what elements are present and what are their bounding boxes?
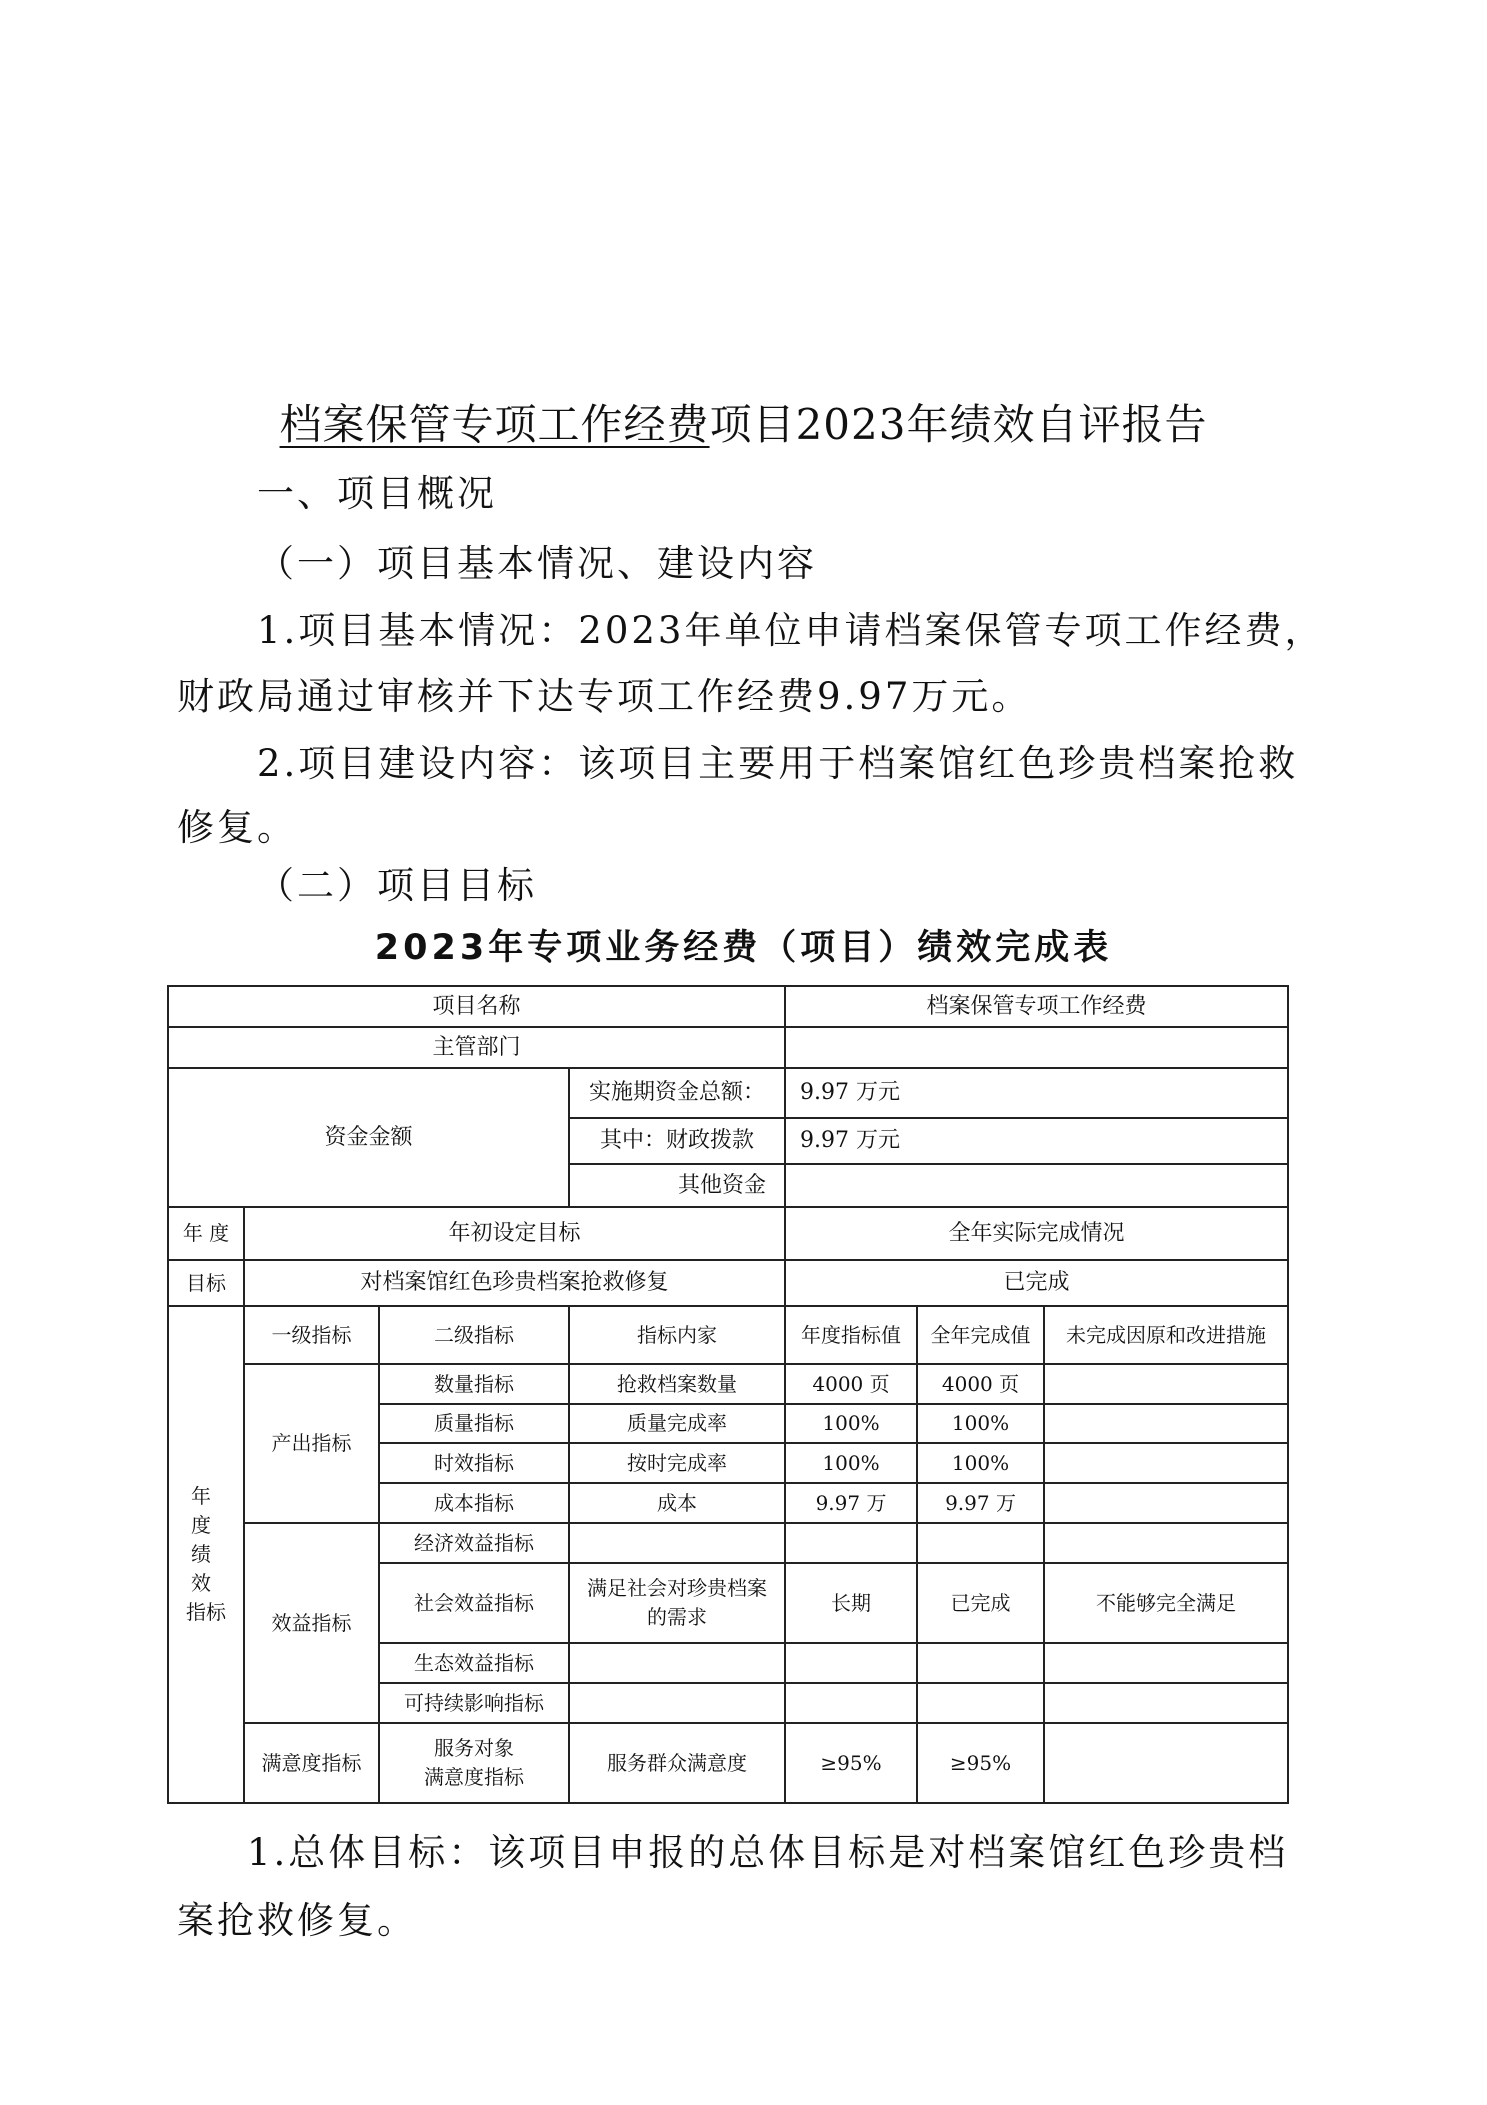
table-row [168,1027,1288,1068]
ecological-target [785,1643,917,1683]
ecological-content [569,1643,785,1683]
sustainable-indicator: 可持续影响指标 [379,1683,569,1723]
project-name-label: 项目名称 [168,986,785,1027]
economic-target [785,1523,917,1563]
timeliness-target: 100% [785,1443,917,1483]
satisfaction-name-line1: 服务对象 [434,1736,514,1760]
quantity-content: 抢救档案数量 [569,1364,785,1404]
subsection-basic-info: （一）项目基本情况、建设内容 [257,542,817,585]
para-basic-info-line2: 财政局通过审核并下达专项工作经费9.97万元。 [177,675,1032,718]
satisfaction-indicator [379,1723,569,1803]
quality-note [1044,1404,1288,1443]
satisfaction-target: ≥95% [785,1723,917,1803]
cost-note [1044,1483,1288,1523]
quality-indicator: 质量指标 [379,1404,569,1443]
performance-indicator-label [168,1306,244,1803]
table-row [168,1523,1288,1563]
social-actual: 已完成 [917,1563,1044,1643]
social-note: 不能够完全满足 [1044,1563,1288,1643]
social-content [569,1563,785,1643]
perf-label-line1: 年 度 [191,1484,221,1537]
timeliness-content: 按时完成率 [569,1443,785,1483]
table-row [168,1260,1288,1306]
total-funds-label: 实施期资金总额： [569,1068,785,1118]
fiscal-funds-label: 其中：财政拨款 [569,1118,785,1164]
economic-content [569,1523,785,1563]
satisfaction-content: 服务群众满意度 [569,1723,785,1803]
para-basic-info-line1: 1.项目基本情况：2023年单位申请档案保管专项工作经费， [257,609,1325,652]
timeliness-actual: 100% [917,1443,1044,1483]
quality-content: 质量完成率 [569,1404,785,1443]
section-heading-overview: 一、项目概况 [257,472,497,515]
ecological-note [1044,1643,1288,1683]
social-content-line1: 满足社会对珍贵档案 [587,1576,767,1600]
table-row [168,1306,1288,1364]
header-notes: 未完成因原和改进措施 [1044,1306,1288,1364]
cost-target: 9.97 万 [785,1483,917,1523]
satisfaction-name-line2: 满意度指标 [424,1765,524,1789]
quantity-indicator: 数量指标 [379,1364,569,1404]
header-content: 指标内家 [569,1306,785,1364]
quality-target: 100% [785,1404,917,1443]
header-target: 年度指标值 [785,1306,917,1364]
subsection-goals: （二）项目目标 [257,864,537,907]
para-overall-goal-line2: 案抢救修复。 [177,1899,417,1942]
dept-value [785,1027,1288,1068]
quantity-actual: 4000 页 [917,1364,1044,1404]
quality-actual: 100% [917,1404,1044,1443]
ecological-indicator: 生态效益指标 [379,1643,569,1683]
social-target: 长期 [785,1563,917,1643]
para-overall-goal-line1: 1.总体目标：该项目申报的总体目标是对档案馆红色珍贵档 [247,1831,1289,1874]
para-construction-line2: 修复。 [177,806,297,849]
header-level1: 一级指标 [244,1306,379,1364]
actual-completion-value: 已完成 [785,1260,1288,1306]
table-row [168,1207,1288,1260]
table-row [168,1364,1288,1404]
actual-completion-header: 全年实际完成情况 [785,1207,1288,1260]
dept-label: 主管部门 [168,1027,785,1068]
sustainable-note [1044,1683,1288,1723]
annual-goal-label-top: 年 度 [168,1207,244,1260]
economic-indicator: 经济效益指标 [379,1523,569,1563]
social-indicator: 社会效益指标 [379,1563,569,1643]
ecological-actual [917,1643,1044,1683]
fiscal-funds-value: 9.97 万元 [785,1118,1288,1164]
header-actual: 全年完成值 [917,1306,1044,1364]
perf-label-line3: 指标 [186,1600,226,1624]
para-construction-line1: 2.项目建设内容：该项目主要用于档案馆红色珍贵档案抢救 [257,742,1299,785]
perf-label-line2: 绩 效 [191,1542,221,1595]
satisfaction-indicator-label: 满意度指标 [244,1723,379,1803]
table-title: 2023年专项业务经费（项目）绩效完成表 [374,928,1113,968]
project-name-value: 档案保管专项工作经费 [785,986,1288,1027]
title-suffix: 项目2023年绩效自评报告 [709,400,1208,449]
sustainable-actual [917,1683,1044,1723]
annual-goal-label-bottom: 目标 [168,1260,244,1306]
title-project-name: 档案保管专项工作经费 [279,400,710,449]
cost-indicator: 成本指标 [379,1483,569,1523]
funds-label: 资金金额 [168,1068,569,1207]
satisfaction-note [1044,1723,1288,1803]
performance-table [167,985,1289,1804]
other-funds-label: 其他资金 [569,1164,785,1207]
benefit-indicator-label: 效益指标 [244,1523,379,1723]
table-row [168,1068,1288,1118]
social-content-line2: 的需求 [647,1605,707,1629]
timeliness-note [1044,1443,1288,1483]
other-funds-value [785,1164,1288,1207]
timeliness-indicator: 时效指标 [379,1443,569,1483]
sustainable-content [569,1683,785,1723]
table-row [168,1723,1288,1803]
cost-content: 成本 [569,1483,785,1523]
output-indicator-label: 产出指标 [244,1364,379,1523]
header-level2: 二级指标 [379,1306,569,1364]
economic-actual [917,1523,1044,1563]
total-funds-value: 9.97 万元 [785,1068,1288,1118]
quantity-note [1044,1364,1288,1404]
economic-note [1044,1523,1288,1563]
initial-goal-value: 对档案馆红色珍贵档案抢救修复 [244,1260,785,1306]
table-row [168,986,1288,1027]
cost-actual: 9.97 万 [917,1483,1044,1523]
quantity-target: 4000 页 [785,1364,917,1404]
document-title [0,392,1487,452]
initial-goal-header: 年初设定目标 [244,1207,785,1260]
sustainable-target [785,1683,917,1723]
satisfaction-actual: ≥95% [917,1723,1044,1803]
